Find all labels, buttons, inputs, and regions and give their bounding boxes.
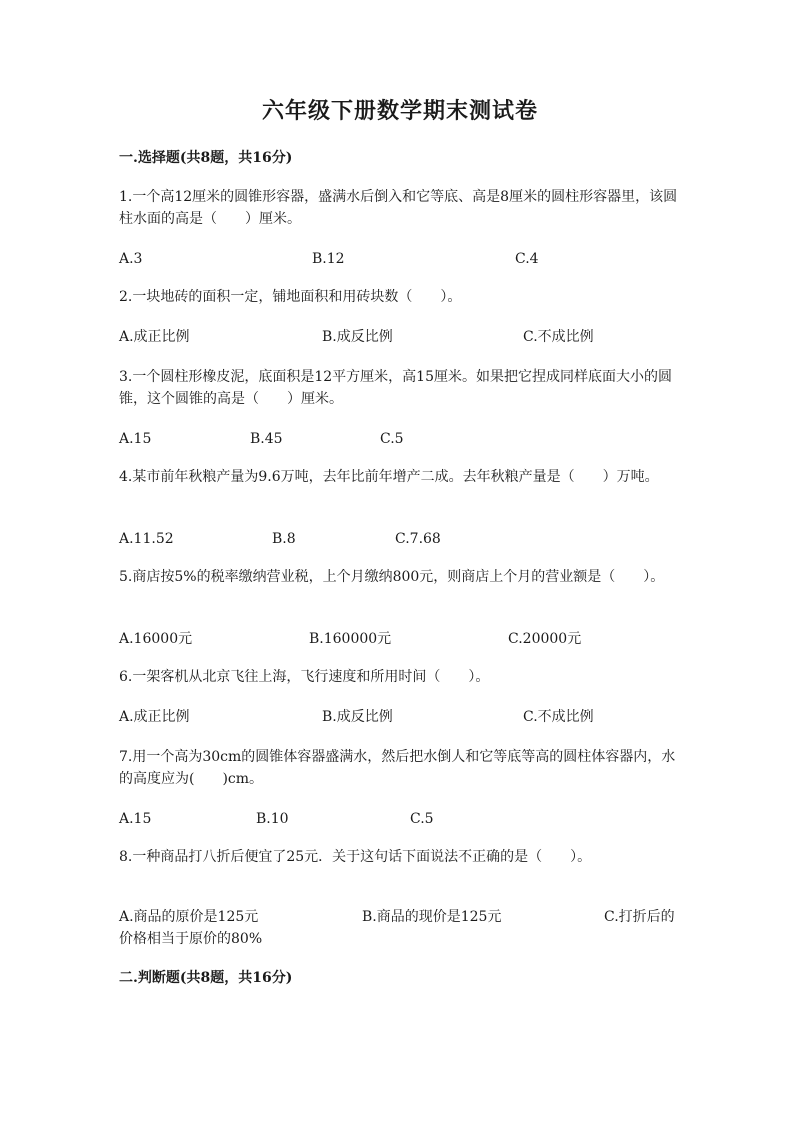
question-5-option-a[interactable]: A.16000元 [119, 631, 193, 647]
question-2-option-a[interactable]: A.成正比例 [119, 329, 190, 345]
question-1-option-c[interactable]: C.4 [515, 251, 539, 267]
question-5-option-c[interactable]: C.20000元 [508, 631, 582, 647]
question-2-option-c[interactable]: C.不成比例 [523, 329, 594, 345]
question-8-option-b[interactable]: B.商品的现价是125元 [362, 909, 502, 925]
question-5-option-b[interactable]: B.160000元 [309, 631, 392, 647]
question-3-option-c[interactable]: C.5 [380, 431, 404, 447]
page-title: 六年级下册数学期末测试卷 [261, 98, 538, 124]
question-1-text: 1.一个高12厘米的圆锥形容器，盛满水后倒入和它等底、高是8厘米的圆柱形容器里，该圆柱水面的高是（ ）厘米。 [119, 189, 678, 227]
question-6-option-a[interactable]: A.成正比例 [119, 709, 190, 725]
question-1-option-a[interactable]: A.3 [119, 251, 143, 267]
question-4-option-a[interactable]: A.11.52 [119, 531, 174, 547]
question-7-options [119, 808, 679, 830]
question-4-text: 4.某市前年秋粮产量为9.6万吨，去年比前年增产二成。去年秋粮产量是（ ）万吨。 [119, 469, 659, 485]
question-6-option-b[interactable]: B.成反比例 [322, 709, 393, 725]
section-heading-judgment: 二.判断题(共8题，共16分) [119, 970, 293, 986]
question-4-options [119, 528, 679, 550]
question-2-text: 2.一块地砖的面积一定，铺地面积和用砖块数（ ）。 [119, 289, 462, 305]
question-5-text: 5.商店按5%的税率缴纳营业税，上个月缴纳800元，则商店上个月的营业额是（ ）。 [119, 569, 665, 585]
question-1-options [119, 248, 679, 270]
question-5-options [119, 628, 679, 650]
question-8-option-c[interactable]: C.打折后的价格相当于原价的80% [119, 909, 675, 947]
question-7-option-b[interactable]: B.10 [256, 811, 289, 827]
question-4-option-c[interactable]: C.7.68 [395, 531, 441, 547]
question-6-option-c[interactable]: C.不成比例 [523, 709, 594, 725]
question-1-option-b[interactable]: B.12 [312, 251, 345, 267]
question-6-options [119, 706, 679, 728]
question-3-option-a[interactable]: A.15 [119, 431, 152, 447]
question-3-option-b[interactable]: B.45 [250, 431, 283, 447]
question-3-options [119, 428, 679, 450]
question-6-text: 6.一架客机从北京飞往上海，飞行速度和所用时间（ ）。 [119, 669, 490, 685]
section-heading-choice: 一.选择题(共8题，共16分) [119, 150, 293, 166]
question-8-option-a[interactable]: A.商品的原价是125元 [119, 909, 259, 925]
question-4-option-b[interactable]: B.8 [272, 531, 296, 547]
question-7-text: 7.用一个高为30cm的圆锥体容器盛满水，然后把水倒人和它等底等高的圆柱体容器内，水的高度应为( )cm。 [119, 749, 676, 787]
question-8-text: 8.一种商品打八折后便宜了25元．关于这句话下面说法不正确的是（ ）。 [119, 849, 592, 865]
question-7-option-a[interactable]: A.15 [119, 811, 152, 827]
question-7-option-c[interactable]: C.5 [410, 811, 434, 827]
question-2-options [119, 326, 679, 348]
question-3-text: 3.一个圆柱形橡皮泥，底面积是12平方厘米，高15厘米。如果把它捏成同样底面大小的圆锥，这个圆锥的高是（ ）厘米。 [119, 369, 672, 407]
question-2-option-b[interactable]: B.成反比例 [322, 329, 393, 345]
